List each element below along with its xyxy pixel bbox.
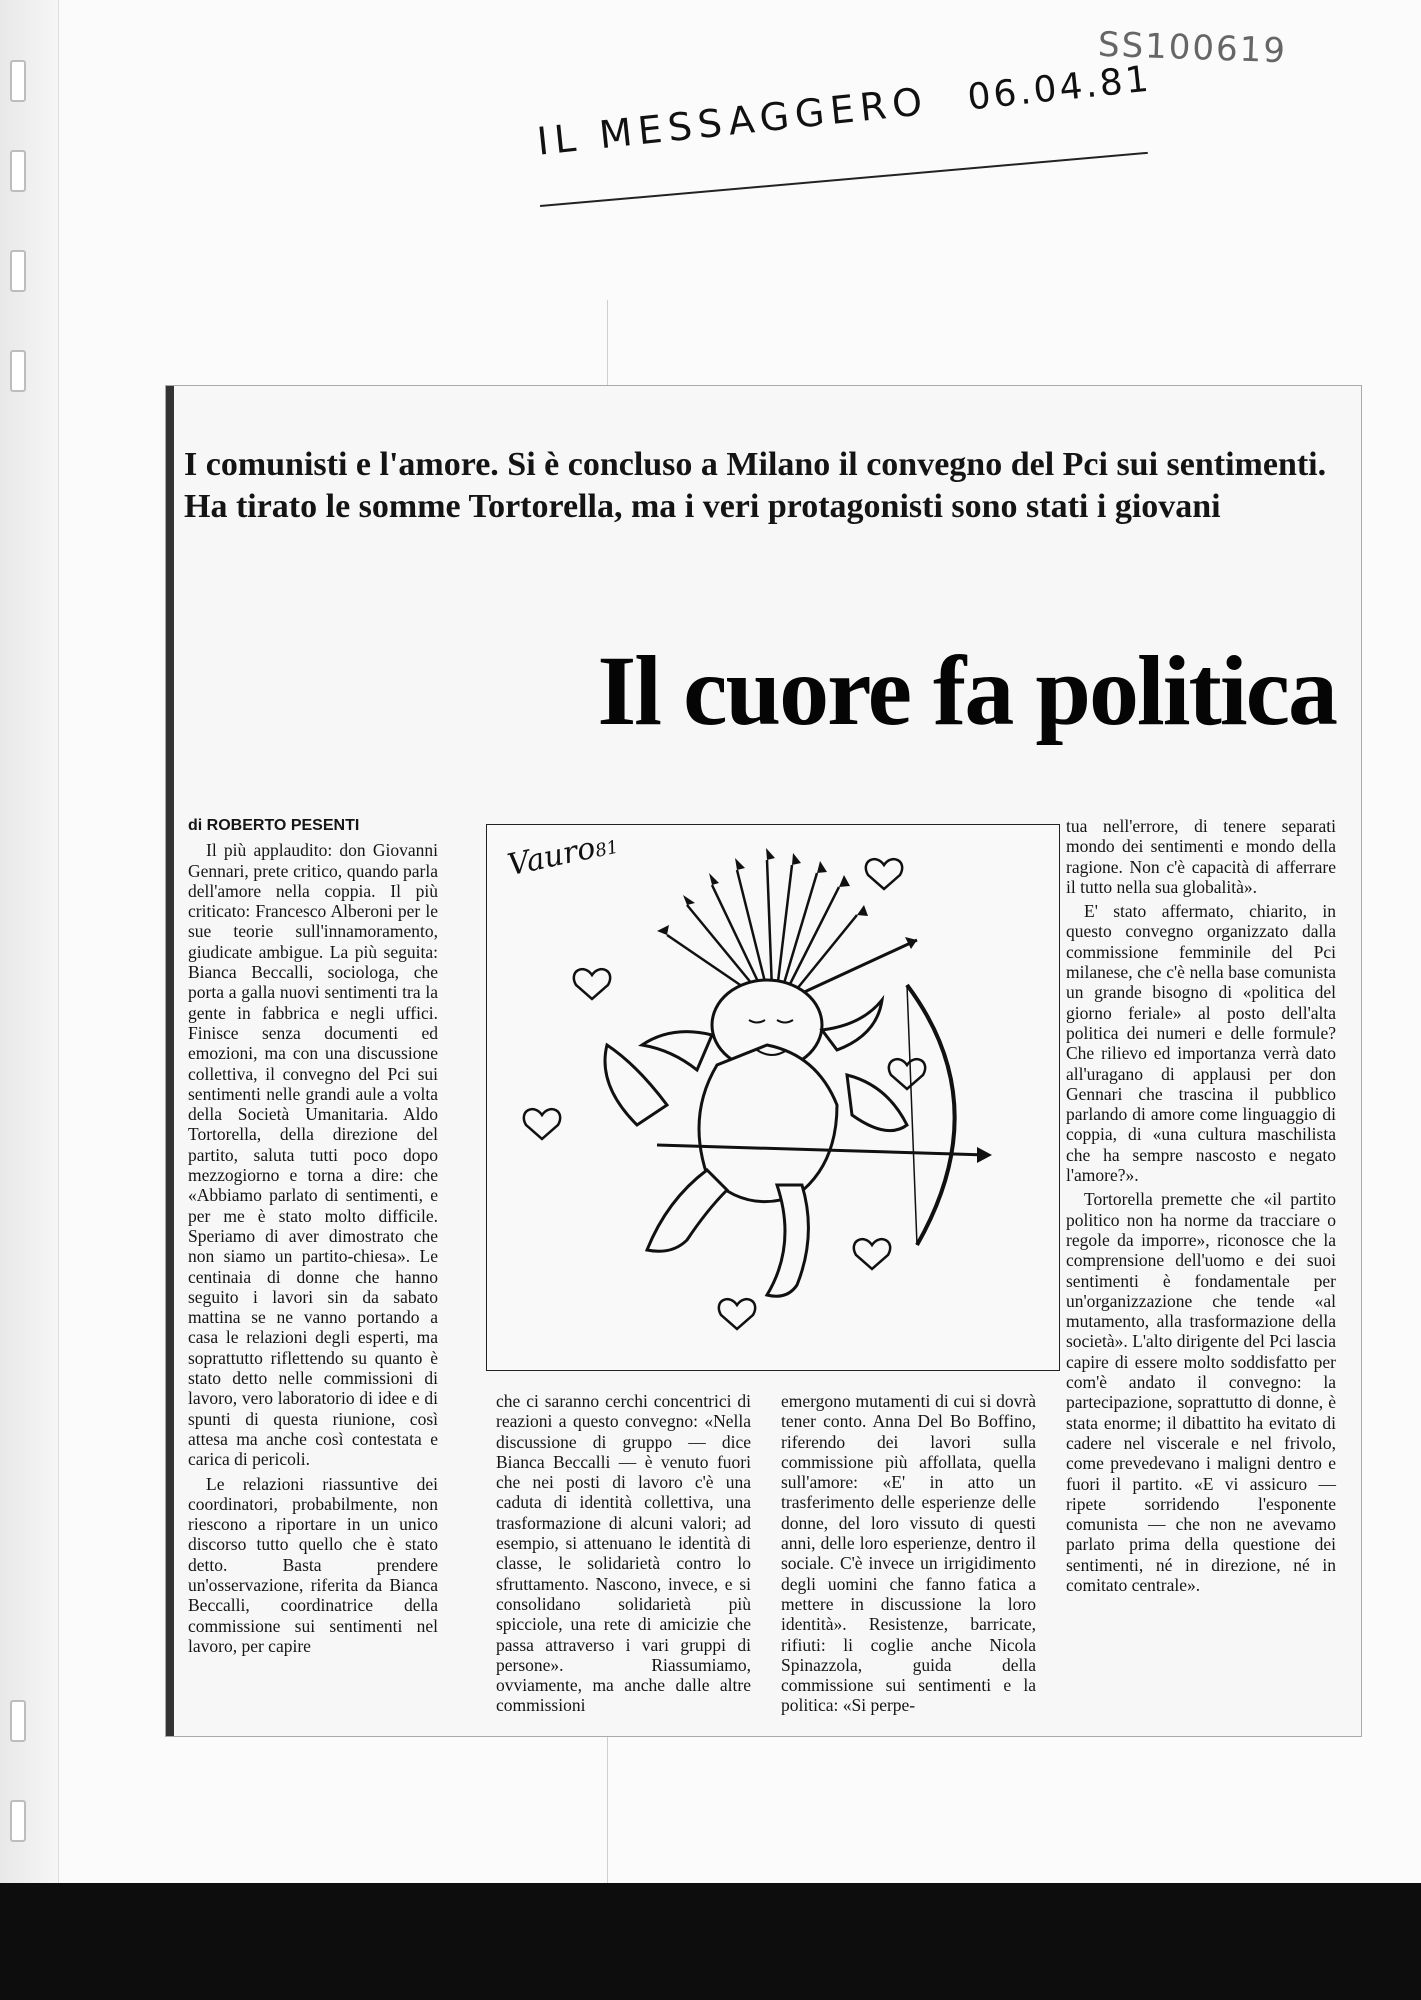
binder-margin [0, 0, 59, 2000]
article-column-2 [496, 1391, 751, 1716]
source-annotation [535, 55, 1153, 163]
heart-icon [889, 1059, 925, 1089]
heart-icon [719, 1299, 755, 1329]
newspaper-name: IL MESSAGGERO [535, 78, 931, 164]
publication-date: 06.04.81 [965, 58, 1154, 119]
cupid-figure [605, 980, 907, 1296]
clipping-edge [166, 386, 174, 1736]
article-column-3 [781, 1391, 1036, 1716]
arrow-quiver-icon [667, 860, 857, 995]
paragraph: emergono mutamenti di cui si dovrà tener conto. Anna Del Bo Boffino, riferendo dei lavori sulla commissione più affollata, quella sull'amore: «E' in atto un trasferimento delle esperienze delle donne, del loro vissuto di questi anni, delle loro esperienze, dentro il sociale. C'è invece un irrigidimento degli uomini che fanno fatica a mettere in discussione la loro identità». Resistenze, barricate, rifiuti: li coglie anche Nicola Spinazzola, guida della commissione sui sentimenti e la politica: «Si perpe- [781, 1391, 1036, 1716]
cupid-illustration [487, 825, 1059, 1370]
cartoon-year: 81 [593, 836, 621, 862]
binder-hole [10, 1800, 26, 1842]
binder-hole [10, 1700, 26, 1742]
annotation-underline [540, 152, 1148, 207]
paragraph: Il più applaudito: don Giovanni Gennari, prete critico, quando parla dell'amore nella coppia. Il più criticato: Francesco Alberoni per le sue teorie sull'innamoramento, giudicate ambigue. La più seguita: Bianca Beccalli, sociologa, che porta a galla nuovi sentimenti tra la gente in fabbrica e negli uffici. Finisce senza documenti ed emozioni, ma con una discussione collettiva, il convegno del Pci sui sentimenti nelle grandi aule a volta della Società Umanitaria. Aldo Tortorella, della direzione del partito, saluta tutti poco dopo mezzogiorno e torna a dire: che «Abbiamo parlato di sentimenti, e per me è stato molto difficile. Speriamo di aver dimostrato che non siamo un partito-chiesa». Le centinaia di donne che hanno seguito i lavori sin da sabato mattina se ne vanno portando a casa le relazioni degli esperti, ma soprattutto riflettendo su quanto è stato detto nelle commissioni di lavoro, vero laboratorio di idee e di spunti di questa riunione, così attesa ma anche così contestata e carica di pericoli. [188, 840, 438, 1470]
binder-hole [10, 150, 26, 192]
binder-hole [10, 250, 26, 292]
paragraph: che ci saranno cerchi concentrici di reazioni a questo convegno: «Nella discussione di gruppo — dice Bianca Beccalli — è venuto fuori che nei posti di lavoro c'è una caduta di identità collettiva, una trasformazione di alcuni valori; ad esempio, si attenuano le identità di classe, le solidarietà contro lo sfruttamento. Nascono, invece, e si consolidano solidarietà più spicciole, una rete di amicizie che passa attraverso i vari gruppi di persone». Riassumiamo, ovviamente, ma anche dalle altre commissioni [496, 1391, 751, 1716]
paragraph: E' stato affermato, chiarito, in questo convegno organizzato dalla commissione femminile del Pci milanese, che c'è nella base comunista un grande bisogno di «politica del giorno feriale» al posto dell'alta politica dei numeri e delle formule? Che rilievo ed importanza verrà dato all'uragano di applausi per don Gennari che trascina il pubblico parlando di amore come linguaggio di coppia, di «una cultura maschilista che ha sempre nascosto e negato l'amore?». [1066, 901, 1336, 1186]
cartoonist-name: Vauro [504, 830, 599, 884]
binder-hole [10, 60, 26, 102]
article-column-4 [1066, 816, 1336, 1595]
heart-icon [866, 859, 902, 889]
article-overline: I comunisti e l'amore. Si è concluso a Milano il convegno del Pci sui sentimenti. Ha tirato le somme Tortorella, ma i veri protagonisti sono stati i giovani [184, 446, 1327, 525]
heart-icon [574, 969, 610, 999]
article-byline: di ROBERTO PESENTI [188, 817, 360, 834]
article-column-1 [188, 816, 438, 1656]
article-headline: Il cuore fa politica [597, 635, 1336, 746]
archive-code: SS100619 [1097, 24, 1288, 72]
bow-icon [907, 985, 955, 1245]
heart-icon [524, 1109, 560, 1139]
binder-hole [10, 350, 26, 392]
paragraph: Le relazioni riassuntive dei coordinatori, probabilmente, non riescono a riportare in un unico discorso tutto quello che è stato detto. Basta prendere un'osservazione, riferita da Bianca Beccalli, coordinatrice della commissione sui sentimenti nel lavoro, per capire [188, 1473, 438, 1656]
cupid-cartoon [486, 824, 1060, 1371]
scan-bottom-edge [0, 1883, 1421, 2000]
paragraph: tua nell'errore, di tenere separati mondo dei sentimenti e mondo della ragione. Non c'è capacità di afferrare il tutto nella sua globalità». [1066, 816, 1336, 897]
paragraph: Tortorella premette che «il partito politico non ha norme da tracciare o regole da imporre», riconosce che la comprensione dell'uomo e dei suoi sentimenti è fondamentale per un'organizzazione che tende «al mutamento, alla trasformazione della società». L'alto dirigente del Pci lascia capire di essere molto soddisfatto per com'è andato il convegno: la partecipazione, soprattutto di donne, è stata enorme; il dibattito ha evitato di cadere nel viscerale e nel frivolo, come prevedevano i maligni dentro e fuori il partito. «E vi assicuro — ripete sorridendo l'esponente comunista — che non ne avevamo parlato prima della questione dei sentimenti, né in direzione, né in comitato centrale». [1066, 1189, 1336, 1595]
newspaper-clipping [165, 385, 1362, 1737]
heart-icon [854, 1239, 890, 1269]
